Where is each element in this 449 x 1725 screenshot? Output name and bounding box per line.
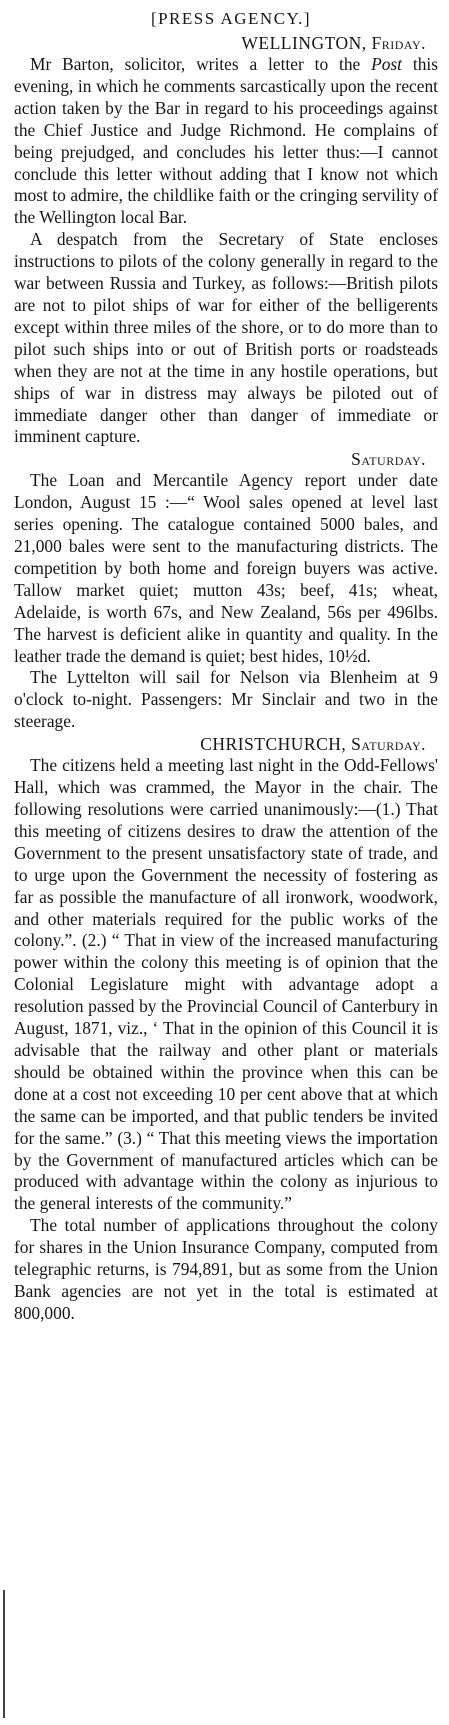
article-column (14, 6, 438, 1325)
paragraph-lyttelton-sailing: The Lyttelton will sail for Nelson via Blenheim at 9 o'clock to-night. Passengers: Mr Sinclair and two in the steerage. (14, 667, 438, 732)
paragraph-union-insurance: The total number of applications throughout the colony for shares in the Union Insurance Company, computed from telegraphic returns, is 794,891, but as some from the Union Bank agencies are not yet in the total is estimated at 800,000. (14, 1215, 438, 1323)
paragraph-barton-lead: Mr Barton, solicitor, writes a letter to the (30, 54, 372, 74)
dateline-wellington: WELLINGTON, Friday. (241, 33, 426, 53)
paragraph-barton-rest: this evening, in which he comments sarcastically upon the recent action taken by the Bar in regard to his proceedings against the Chief Justice and Judge Richmond. He complains of being prejudged, and concludes his letter thus:—I cannot conclude this letter without adding that I know not which most to admire, the childlike faith or the cringing servility of the Wellington local Bar. (14, 54, 438, 228)
press-agency-header: [PRESS AGENCY.] (150, 9, 312, 28)
dateline-saturday: Saturday. (351, 449, 426, 470)
newspaper-title-post: Post (371, 54, 403, 74)
paragraph-wool-sales: The Loan and Mercantile Agency report under date London, August 15 :—“ Wool sales opened at level last series opening. The catalogue contained 5000 bales, and 21,000 bales were sent to the manufacturing districts. The competition by both home and foreign buyers was active. Tallow market quiet; mutton 43s; beef, 41s; wheat, Adelaide, is worth 67s, and New Zealand, 56s per 496lbs. The harvest is deficient alike in quantity and quality. In the leather trade the demand is quiet; best hides, 10½d. (14, 470, 438, 666)
paragraph-barton-letter (14, 54, 438, 229)
paragraph-citizens-meeting: The citizens held a meeting last night in the Odd-Fellows' Hall, which was crammed, the Mayor in the chair. The following resolutions were carried unanimously:—(1.) That this meeting of citizens desires to draw the attention of the Government to the present unsatisfactory state of trade, and to urge upon the Government the necessity of fostering as far as possible the manufacture of all ironwork, woodwork, and other materials required for the public works of the colony.”. (2.) “ That in view of the increased manufacturing power within the colony this meeting is of opinion that the Colonial Legislature might with advantage adopt a resolution passed by the Provincial Council of Canterbury in August, 1871, viz., ‘ That in the opinion of this Council it is advisable that the railway and other plant or materials should be obtained within the province when this can be done at a cost not exceeding 10 per cent above that at which the same can be imported, and that public tenders be invited for the same.” (3.) “ That this meeting views the importation by the Government of manufactured articles which can be produced with advantage within the colony as injurious to the general interests of the community.” (14, 755, 438, 1214)
dateline-christchurch: CHRISTCHURCH, Saturday. (200, 734, 426, 755)
column-rule (3, 1590, 5, 1718)
paragraph-pilots-despatch: A despatch from the Secretary of State encloses instructions to pilots of the colony generally in regard to the war between Russia and Turkey, as follows:—British pilots are not to pilot ships of war for either of the belligerents except within three miles of the shore, or to do more than to pilot such ships into or out of British ports or roadsteads when they are not at the time in any hostile operations, but ships of war in distress may always be piloted out of immediate danger other than danger of immediate or imminent capture. (14, 229, 438, 447)
